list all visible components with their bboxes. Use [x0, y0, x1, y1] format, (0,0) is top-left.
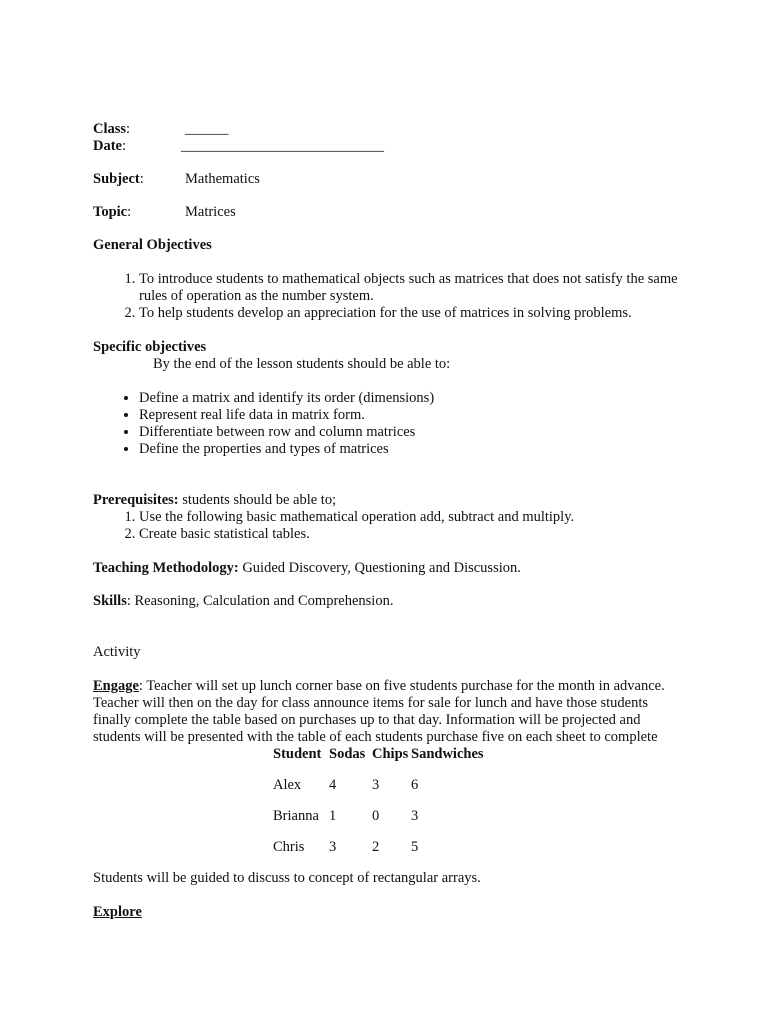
topic-row: Topic: Matrices [93, 204, 236, 220]
list-item: 1. Use the following basic mathematical operation add, subtract and multiply. [139, 509, 683, 526]
engage-paragraph [93, 678, 683, 746]
table-cell: 1 [329, 808, 337, 824]
column-header: Student [273, 746, 322, 762]
skills-text: : Reasoning, Calculation and Comprehension. [126, 593, 394, 609]
class-label: Class [93, 121, 127, 137]
table-cell: 6 [411, 777, 419, 793]
list-item: • Represent real life data in matrix form. [139, 407, 683, 424]
table-row [273, 763, 491, 794]
list-item: 2. Create basic statistical tables. [139, 526, 683, 543]
table-cell: 3 [411, 808, 419, 824]
prerequisites-label: Prerequisites: [93, 492, 179, 508]
table-cell: 5 [411, 839, 419, 855]
list-item: • Define a matrix and identify its order (dimensions) [139, 390, 683, 407]
methodology-label: Teaching Methodology: [93, 560, 239, 576]
specific-objectives-heading: Specific objectives [93, 339, 207, 355]
engage-text: : Teacher will set up lunch corner base on five students purchase for the month in advance. Teacher will then on the day for class announce items for sale for lunch and have those students finally complete the table based on purchases up to that day. Information will be projected and students will be presented with the table of each students purchase five on each sheet to complete [93, 678, 665, 745]
purchases-table [273, 746, 491, 856]
skills-label: Skills [93, 593, 127, 609]
table-cell: 2 [372, 839, 380, 855]
list-item: • Differentiate between row and column matrices [139, 424, 683, 441]
table-cell: 3 [372, 777, 380, 793]
prerequisites-list [93, 509, 683, 543]
table-cell: Chris [273, 839, 305, 855]
prerequisites-text: students should be able to; [178, 492, 337, 508]
lesson-plan-document [93, 121, 683, 921]
methodology-text: Guided Discovery, Questioning and Discussion. [238, 560, 521, 576]
subject-value: Mathematics [185, 171, 260, 187]
specific-objectives-list [93, 390, 683, 458]
table-cell: 4 [329, 777, 337, 793]
column-header: Sodas [329, 746, 366, 762]
methodology-line [93, 560, 683, 577]
list-item: 2. To help students develop an appreciation for the use of matrices in solving problems. [139, 305, 683, 322]
class-row: Class: ______ [93, 121, 229, 137]
date-label: Date [93, 138, 122, 154]
list-item: • Define the properties and types of matrices [139, 441, 683, 458]
general-objectives-list [93, 271, 683, 322]
general-objectives-heading: General Objectives [93, 237, 212, 253]
table-cell: 0 [372, 808, 380, 824]
topic-label: Topic [93, 204, 128, 220]
table-header-row [273, 746, 491, 763]
class-value: ______ [185, 121, 229, 137]
table-cell: Brianna [273, 808, 319, 824]
column-header: Sandwiches [411, 746, 484, 762]
table-row [273, 825, 491, 856]
table-cell: 3 [329, 839, 337, 855]
specific-objectives-intro: By the end of the lesson students should be able to: [153, 356, 451, 372]
subject-label: Subject [93, 171, 140, 187]
table-cell: Alex [273, 777, 302, 793]
table-row [273, 794, 491, 825]
explore-heading: Explore [93, 904, 142, 920]
list-item: 1. To introduce students to mathematical objects such as matrices that does not satisfy the same rules of operation as the number system. [139, 271, 683, 305]
topic-value: Matrices [185, 204, 236, 220]
engage-label: Engage [93, 678, 139, 694]
date-row: Date: ____________________________ [93, 138, 384, 154]
column-header: Chips [372, 746, 409, 762]
prerequisites-line [93, 492, 683, 509]
activity-heading: Activity [93, 644, 141, 660]
date-value: ____________________________ [181, 138, 384, 154]
skills-line [93, 593, 683, 610]
closing-text: Students will be guided to discuss to concept of rectangular arrays. [93, 870, 481, 886]
subject-row: Subject: Mathematics [93, 171, 260, 187]
